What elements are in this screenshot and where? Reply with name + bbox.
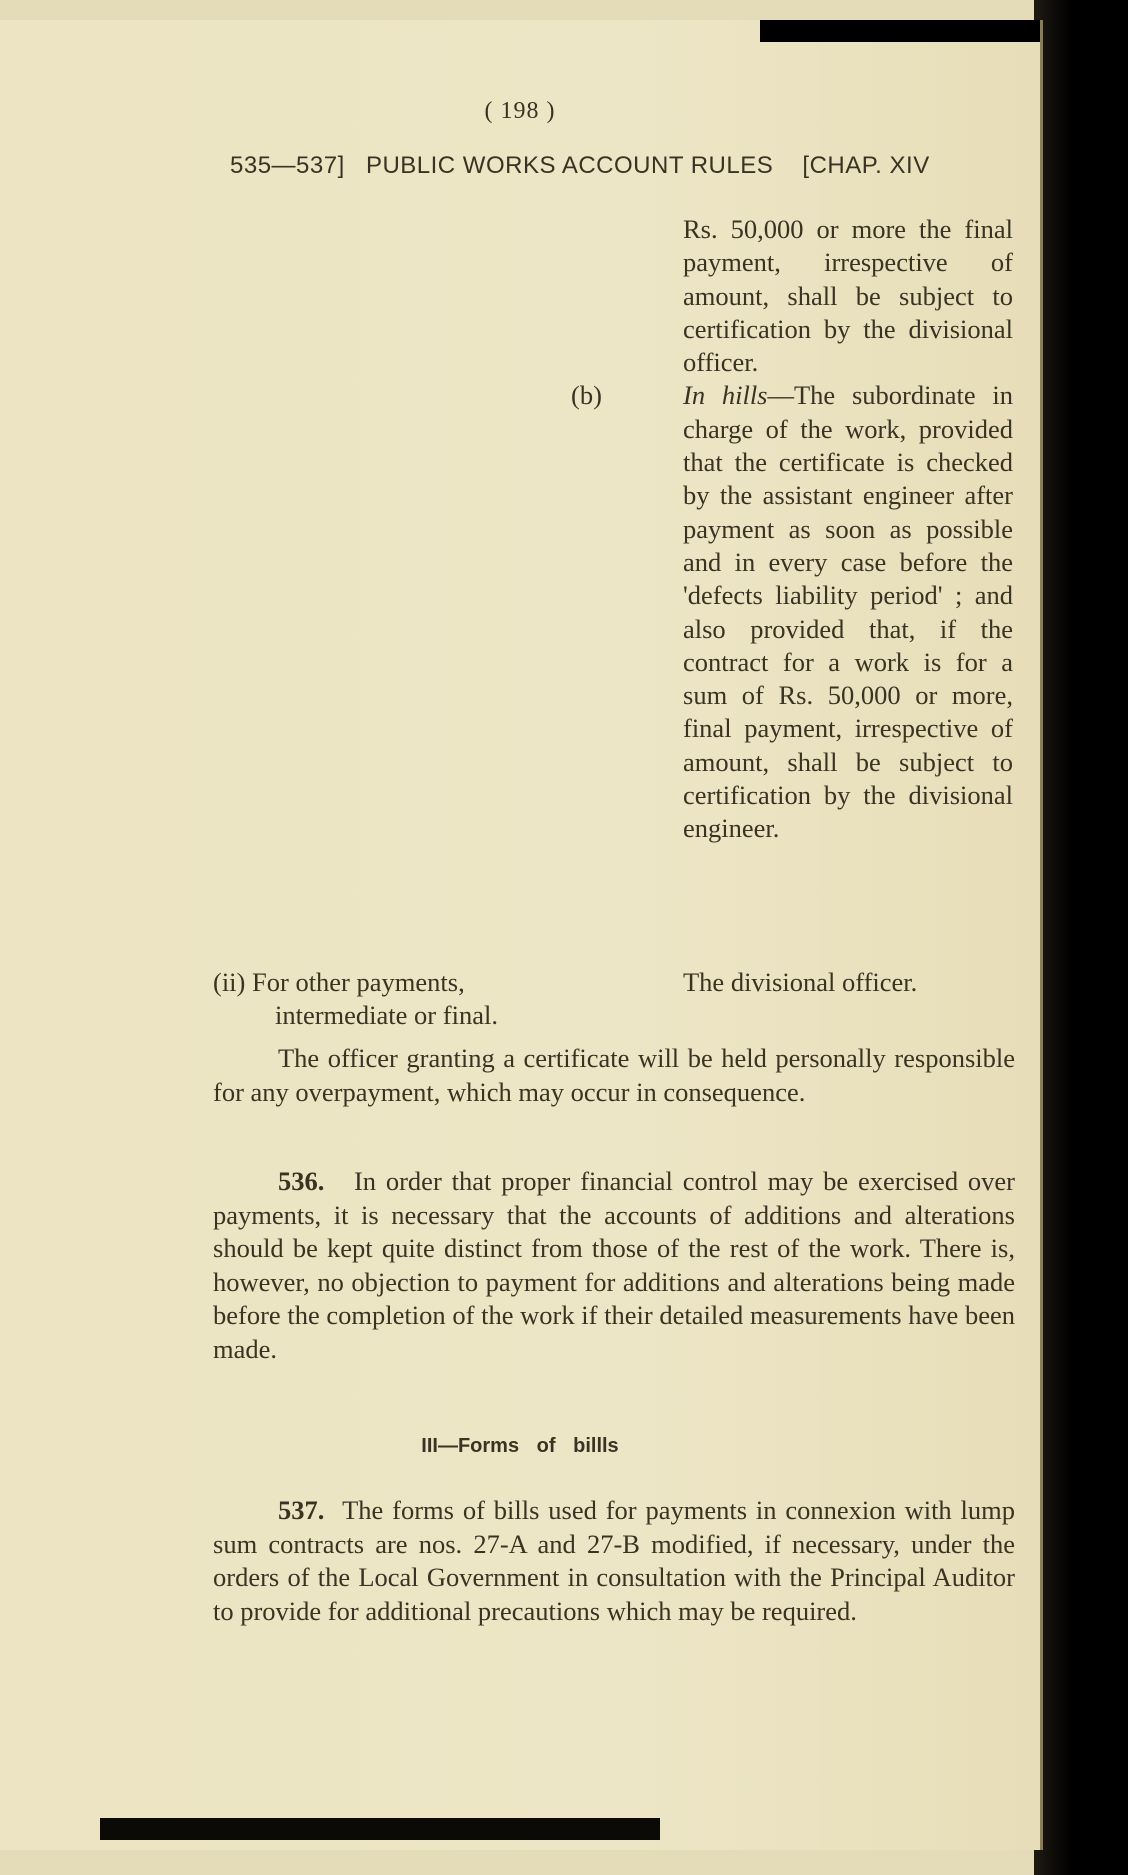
book-page <box>0 20 1043 1850</box>
section-heading-roman: III—Forms <box>421 1435 520 1457</box>
right-column <box>571 213 1013 846</box>
continuation-text: Rs. 50,000 or more the final payment, irrespective of amount, shall be subject to certification by the divisional officer. <box>683 214 1013 378</box>
bottom-edge-shadow <box>100 1818 660 1840</box>
rule-537-number: 537. <box>278 1495 325 1525</box>
page-number: ( 198 ) <box>484 98 556 124</box>
rule-536-number: 536. <box>278 1166 325 1196</box>
top-edge-shadow <box>760 20 1040 42</box>
item-ii <box>213 966 633 1032</box>
item-ii-label: (ii) <box>213 967 246 997</box>
section-heading <box>0 1435 1040 1458</box>
item-b-italic: In hills <box>683 380 768 411</box>
section-heading-word: billls <box>573 1435 619 1457</box>
item-ii-text-2: intermediate or final. <box>275 1000 498 1030</box>
item-b <box>571 379 1013 845</box>
item-b-label: (b) <box>571 380 602 411</box>
rule-537 <box>213 1494 1015 1628</box>
header-title: PUBLIC WORKS ACCOUNT RULES <box>365 152 774 179</box>
header-section-range: 535—537] <box>230 152 345 179</box>
rule-537-text: The forms of bills used for payments in connexion with lump sum contracts are nos. 27-A and 27-B modified, if necessary, under the orders of the Local Government in consultation with the Principal Auditor to provide for additional precautions which may be required. <box>213 1495 1016 1626</box>
header-chapter: [CHAP. XIV <box>802 152 930 179</box>
item-ii-authority: The divisional officer. <box>683 967 918 997</box>
item-ii-text-1: For other payments, <box>252 967 465 997</box>
officer-paragraph-text: The officer granting a certificate will be held personally responsible for any overpayment, which may occur in consequence. <box>213 1043 1015 1107</box>
rule-536-text: In order that proper financial control may be exercised over payments, it is necessary that the accounts of additions and alterations should be kept quite distinct from those of the rest of the work. There is, however, no objection to payment for additions and alterations being made before the completion of the work if their detailed measurements have been made. <box>213 1166 1016 1364</box>
item-b-text: —The subordinate in charge of the work, provided that the certificate is checked by the assistant engineer after payment as soon as possible and in every case before the 'defects liability period' ; and also provided that, if the contract for a work is for a sum of Rs. 50,000 or more, final payment, irrespective of amount, shall be subject to certification by the divisional engineer. <box>683 380 1013 844</box>
rule-536 <box>213 1165 1015 1366</box>
running-header <box>230 152 930 180</box>
section-heading-of: of <box>536 1435 556 1457</box>
book-spine-shadow <box>1034 0 1128 1875</box>
officer-paragraph <box>213 1042 1015 1109</box>
